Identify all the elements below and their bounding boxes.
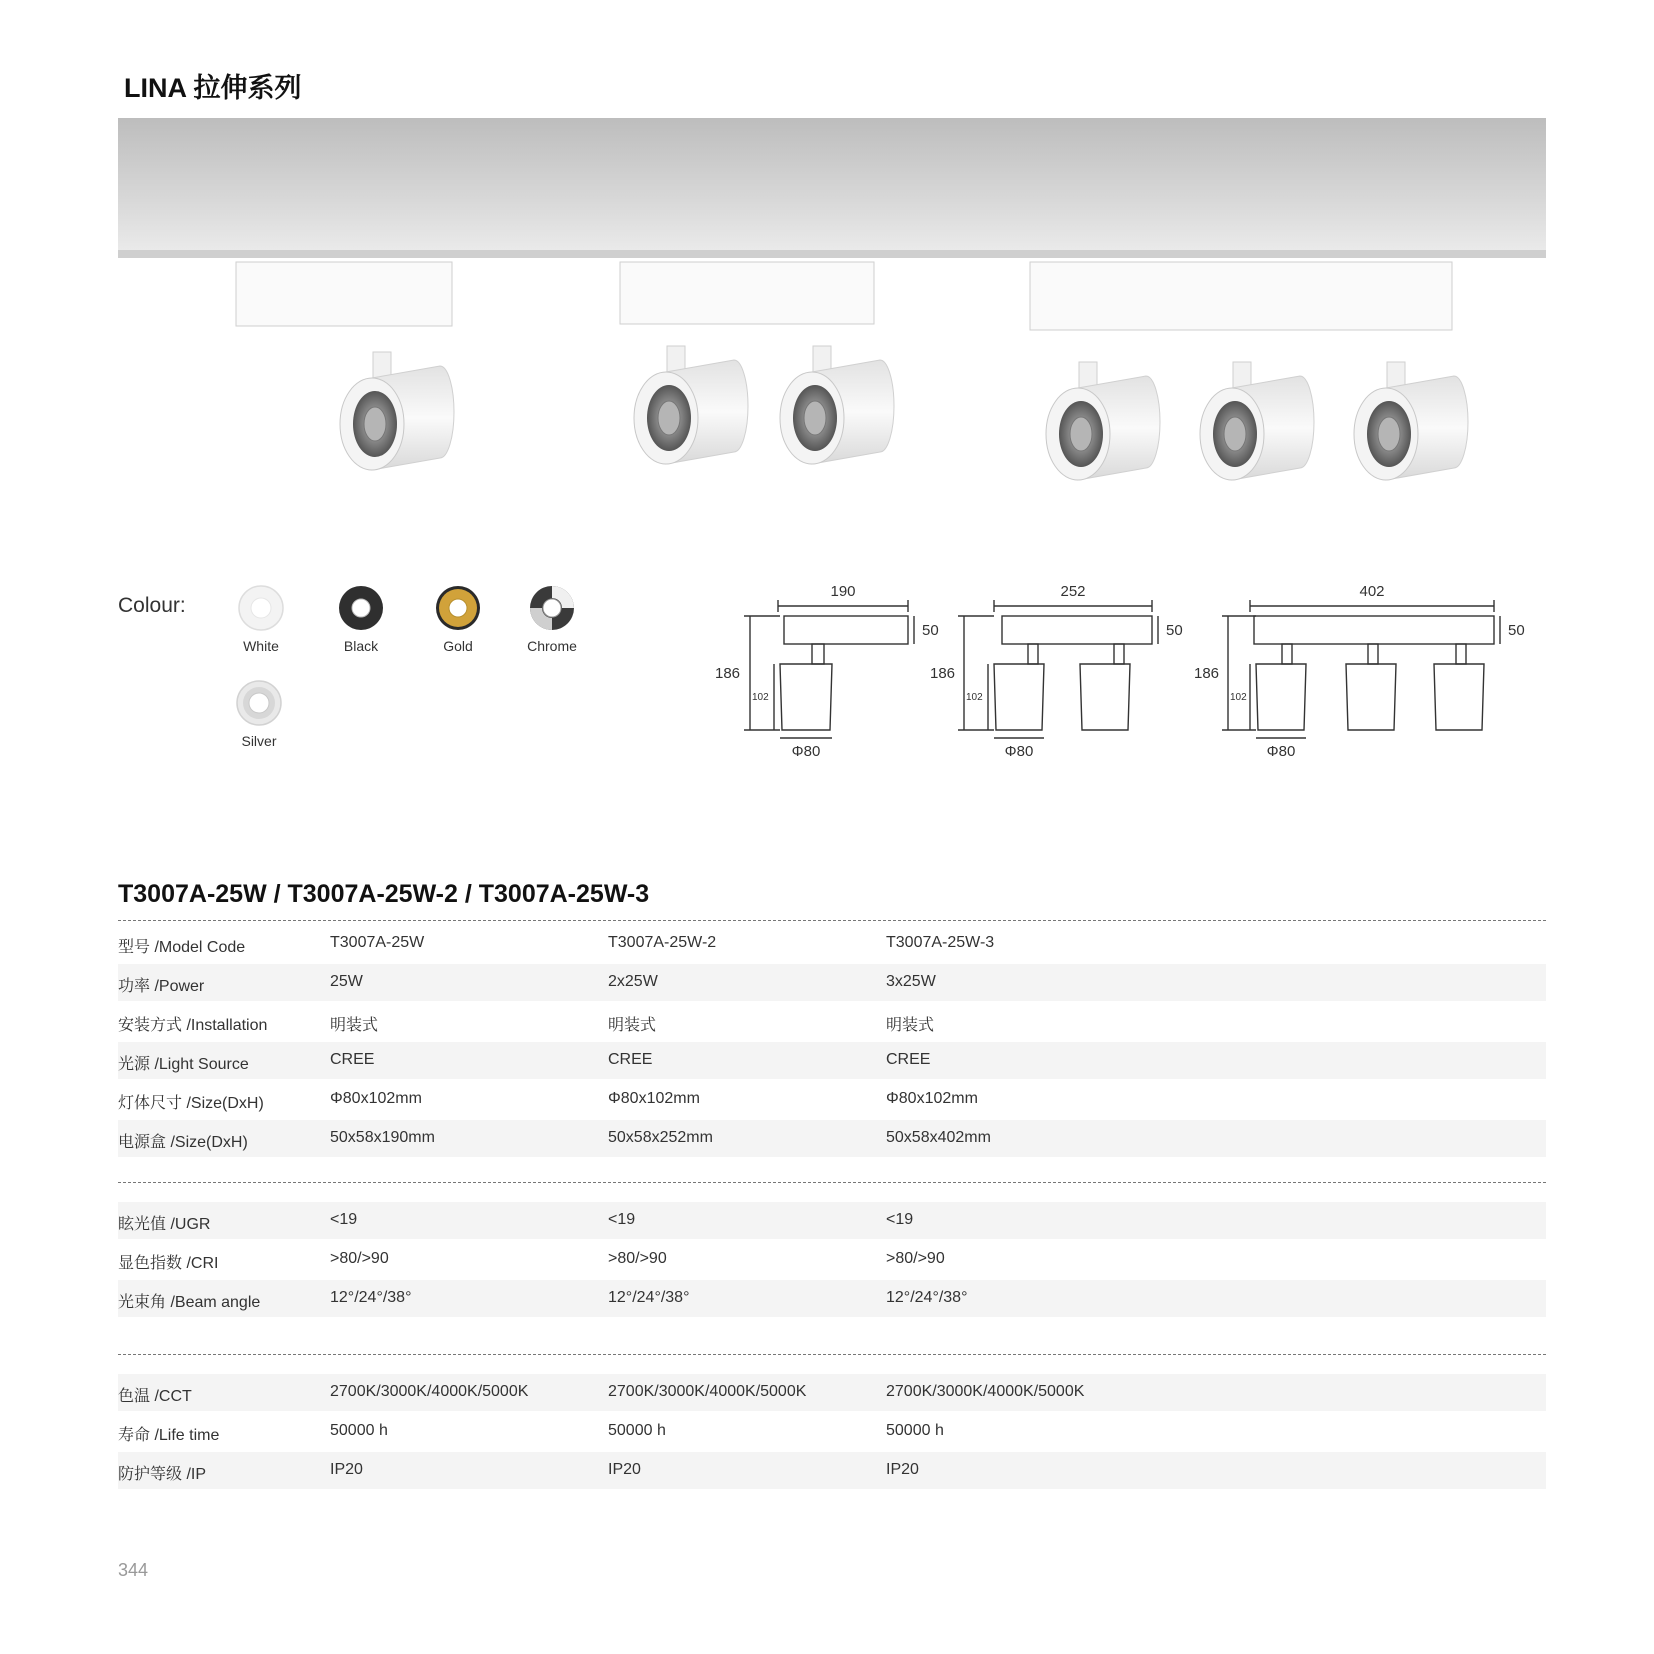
colour-ring-icon (337, 584, 385, 632)
swatch-chrome (492, 584, 612, 654)
spec-value: IP20 (886, 1461, 919, 1478)
spec-label: 功率 /Power (118, 978, 205, 995)
page-title: LINA 拉伸系列 (124, 73, 302, 103)
spec-row (118, 1081, 1546, 1118)
spec-value: 2700K/3000K/4000K/5000K (886, 1383, 1085, 1400)
spec-label: 灯体尺寸 /Size(DxH) (118, 1095, 264, 1112)
spec-value: Φ80x102mm (608, 1090, 700, 1107)
spec-value: 明装式 (886, 1017, 935, 1034)
swatch-label: Chrome (527, 638, 577, 654)
spec-value: 50000 h (330, 1422, 388, 1439)
spec-row (118, 1042, 1546, 1079)
dim-head-label: 102 (752, 692, 769, 703)
spec-value: 50x58x252mm (608, 1129, 713, 1146)
dimension-drawing-double (930, 583, 1183, 760)
spec-value: 50000 h (608, 1422, 666, 1439)
colour-ring-icon (528, 584, 576, 632)
spec-value: CREE (608, 1051, 653, 1068)
spec-label: 光源 /Light Source (118, 1056, 249, 1073)
model-heading: T3007A-25W / T3007A-25W-2 / T3007A-25W-3 (118, 880, 650, 908)
spec-value: >80/>90 (330, 1250, 389, 1267)
spec-value: Φ80x102mm (886, 1090, 978, 1107)
spec-value: 50x58x402mm (886, 1129, 991, 1146)
dim-height-label: 186 (1194, 665, 1220, 682)
spec-value: 25W (330, 973, 363, 990)
spec-value: T3007A-25W-2 (608, 934, 717, 951)
spec-value: <19 (886, 1211, 914, 1228)
divider (118, 920, 1546, 921)
dim-diameter-label: Φ80 (791, 743, 821, 760)
dim-box-label: 50 (1166, 622, 1183, 639)
spec-label: 显色指数 /CRI (118, 1255, 219, 1272)
spec-value: Φ80x102mm (330, 1090, 422, 1107)
spec-row (118, 1003, 1546, 1040)
dim-width-label: 252 (1060, 583, 1086, 600)
spec-value: >80/>90 (886, 1250, 945, 1267)
colour-label: Colour: (118, 594, 186, 617)
spec-label: 安装方式 /Installation (118, 1017, 268, 1034)
divider (118, 1354, 1546, 1355)
spec-label: 防护等级 /IP (118, 1466, 207, 1483)
dim-diameter-label: Φ80 (1004, 743, 1034, 760)
divider (118, 1182, 1546, 1183)
spec-label: 光束角 /Beam angle (118, 1294, 261, 1311)
spec-value: 2700K/3000K/4000K/5000K (608, 1383, 807, 1400)
colour-ring-icon (434, 584, 482, 632)
dim-width-label: 402 (1359, 583, 1385, 600)
spec-row (118, 1280, 1546, 1317)
page-number: 344 (118, 1560, 149, 1580)
dim-width-label: 190 (830, 583, 856, 600)
spec-value: 12°/24°/38° (608, 1289, 690, 1306)
spec-value: T3007A-25W-3 (886, 934, 995, 951)
spec-value: 明装式 (330, 1017, 379, 1034)
product-hero-image (118, 118, 1546, 518)
spec-value: 2700K/3000K/4000K/5000K (330, 1383, 529, 1400)
spec-row (118, 925, 1546, 962)
spec-value: 3x25W (886, 973, 936, 990)
spec-value: >80/>90 (608, 1250, 667, 1267)
spec-value: <19 (608, 1211, 636, 1228)
spec-value: IP20 (608, 1461, 641, 1478)
spec-value: <19 (330, 1211, 358, 1228)
spec-row (118, 1452, 1546, 1489)
dim-height-label: 186 (715, 665, 741, 682)
spec-value: 12°/24°/38° (886, 1289, 968, 1306)
dim-diameter-label: Φ80 (1266, 743, 1296, 760)
spec-value: 2x25W (608, 973, 658, 990)
spec-label: 型号 /Model Code (118, 939, 246, 956)
spec-row (118, 1374, 1546, 1411)
spec-value: 明装式 (608, 1017, 657, 1034)
spec-label: 眩光值 /UGR (118, 1216, 211, 1233)
spec-label: 色温 /CCT (118, 1388, 192, 1405)
dimension-drawing-triple (1194, 583, 1525, 760)
swatch-silver (199, 679, 319, 749)
swatch-label: Silver (241, 733, 277, 749)
spec-row (118, 1241, 1546, 1278)
dim-height-label: 186 (930, 665, 956, 682)
spec-label: 寿命 /Life time (118, 1427, 220, 1444)
swatch-label: Black (343, 638, 379, 654)
spec-row (118, 1120, 1546, 1157)
spec-value: CREE (886, 1051, 931, 1068)
dim-box-label: 50 (922, 622, 939, 639)
spec-value: IP20 (330, 1461, 363, 1478)
dim-head-label: 102 (1230, 692, 1247, 703)
spec-value: CREE (330, 1051, 375, 1068)
spec-row (118, 1202, 1546, 1239)
dimension-drawing-single (715, 583, 939, 760)
colour-ring-icon (237, 584, 285, 632)
swatch-label: Gold (443, 638, 473, 654)
spec-row (118, 1413, 1546, 1450)
spec-value: 50000 h (886, 1422, 944, 1439)
colour-ring-icon (235, 679, 283, 727)
spec-value: T3007A-25W (330, 934, 425, 951)
swatch-label: White (243, 638, 279, 654)
spec-value: 12°/24°/38° (330, 1289, 412, 1306)
dimension-drawings (700, 572, 1546, 772)
spec-value: 50x58x190mm (330, 1129, 435, 1146)
spec-label: 电源盒 /Size(DxH) (118, 1134, 248, 1151)
dim-box-label: 50 (1508, 622, 1525, 639)
spec-row (118, 964, 1546, 1001)
dim-head-label: 102 (966, 692, 983, 703)
